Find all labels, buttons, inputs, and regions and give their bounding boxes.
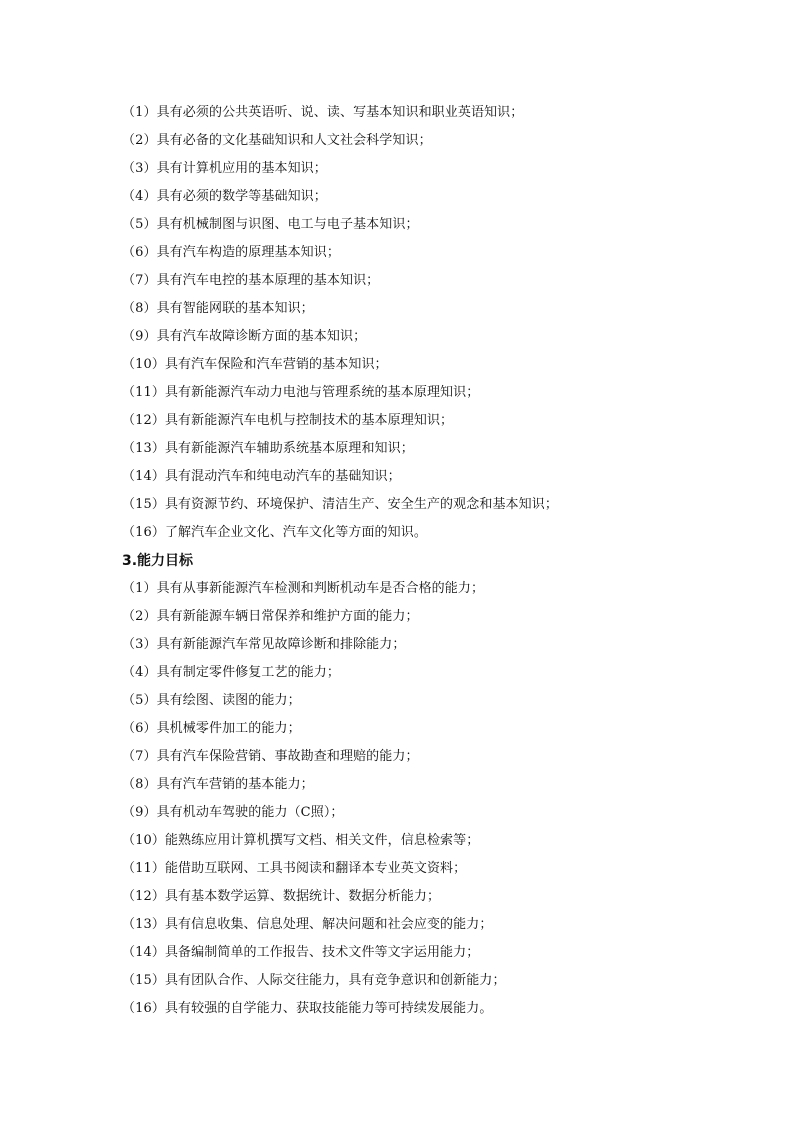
knowledge-item: （4）具有必须的数学等基础知识； [122,189,327,204]
knowledge-item: （3）具有计算机应用的基本知识； [122,161,327,176]
knowledge-item: （6）具有汽车构造的原理基本知识； [122,245,340,260]
knowledge-item: （14）具有混动汽车和纯电动汽车的基础知识； [122,469,401,484]
ability-item: （15）具有团队合作、人际交往能力，具有竞争意识和创新能力； [122,973,506,988]
section-heading: 3.能力目标 [122,553,194,569]
ability-item: （5）具有绘图、读图的能力； [122,693,301,708]
ability-item: （14）具备编制简单的工作报告、技术文件等文字运用能力； [122,945,480,960]
ability-item: （10）能熟练应用计算机撰写文档、相关文件，信息检索等； [122,833,480,848]
ability-item: （11）能借助互联网、工具书阅读和翻译本专业英文资料； [122,861,467,876]
ability-item: （1）具有从事新能源汽车检测和判断机动车是否合格的能力； [122,581,485,596]
knowledge-item: （9）具有汽车故障诊断方面的基本知识； [122,329,367,344]
knowledge-item: （16）了解汽车企业文化、汽车文化等方面的知识。 [122,525,427,540]
knowledge-item: （1）具有必须的公共英语听、说、读、写基本知识和职业英语知识； [122,105,524,120]
ability-item: （7）具有汽车保险营销、事故勘查和理赔的能力； [122,749,419,764]
knowledge-item: （11）具有新能源汽车动力电池与管理系统的基本原理知识； [122,385,480,400]
ability-item: （2）具有新能源车辆日常保养和维护方面的能力； [122,609,419,624]
knowledge-item: （15）具有资源节约、环境保护、清洁生产、安全生产的观念和基本知识； [122,497,558,512]
ability-item: （9）具有机动车驾驶的能力（C照）； [122,805,344,820]
knowledge-goals-list [122,99,762,547]
knowledge-item: （12）具有新能源汽车电机与控制技术的基本原理知识； [122,413,454,428]
ability-item: （3）具有新能源汽车常见故障诊断和排除能力； [122,637,406,652]
knowledge-item: （5）具有机械制图与识图、电工与电子基本知识； [122,217,419,232]
ability-item: （16）具有较强的自学能力、获取技能能力等可持续发展能力。 [122,1001,493,1016]
ability-goals-list [122,575,762,1023]
ability-item: （13）具有信息收集、信息处理、解决问题和社会应变的能力； [122,917,493,932]
knowledge-item: （10）具有汽车保险和汽车营销的基本知识； [122,357,388,372]
knowledge-item: （2）具有必备的文化基础知识和人文社会科学知识； [122,133,432,148]
ability-item: （6）具机械零件加工的能力； [122,721,301,736]
ability-item: （8）具有汽车营销的基本能力； [122,777,314,792]
knowledge-item: （7）具有汽车电控的基本原理的基本知识； [122,273,380,288]
ability-item: （12）具有基本数学运算、数据统计、数据分析能力； [122,889,441,904]
knowledge-item: （13）具有新能源汽车辅助系统基本原理和知识； [122,441,414,456]
ability-item: （4）具有制定零件修复工艺的能力； [122,665,340,680]
knowledge-item: （8）具有智能网联的基本知识； [122,301,314,316]
